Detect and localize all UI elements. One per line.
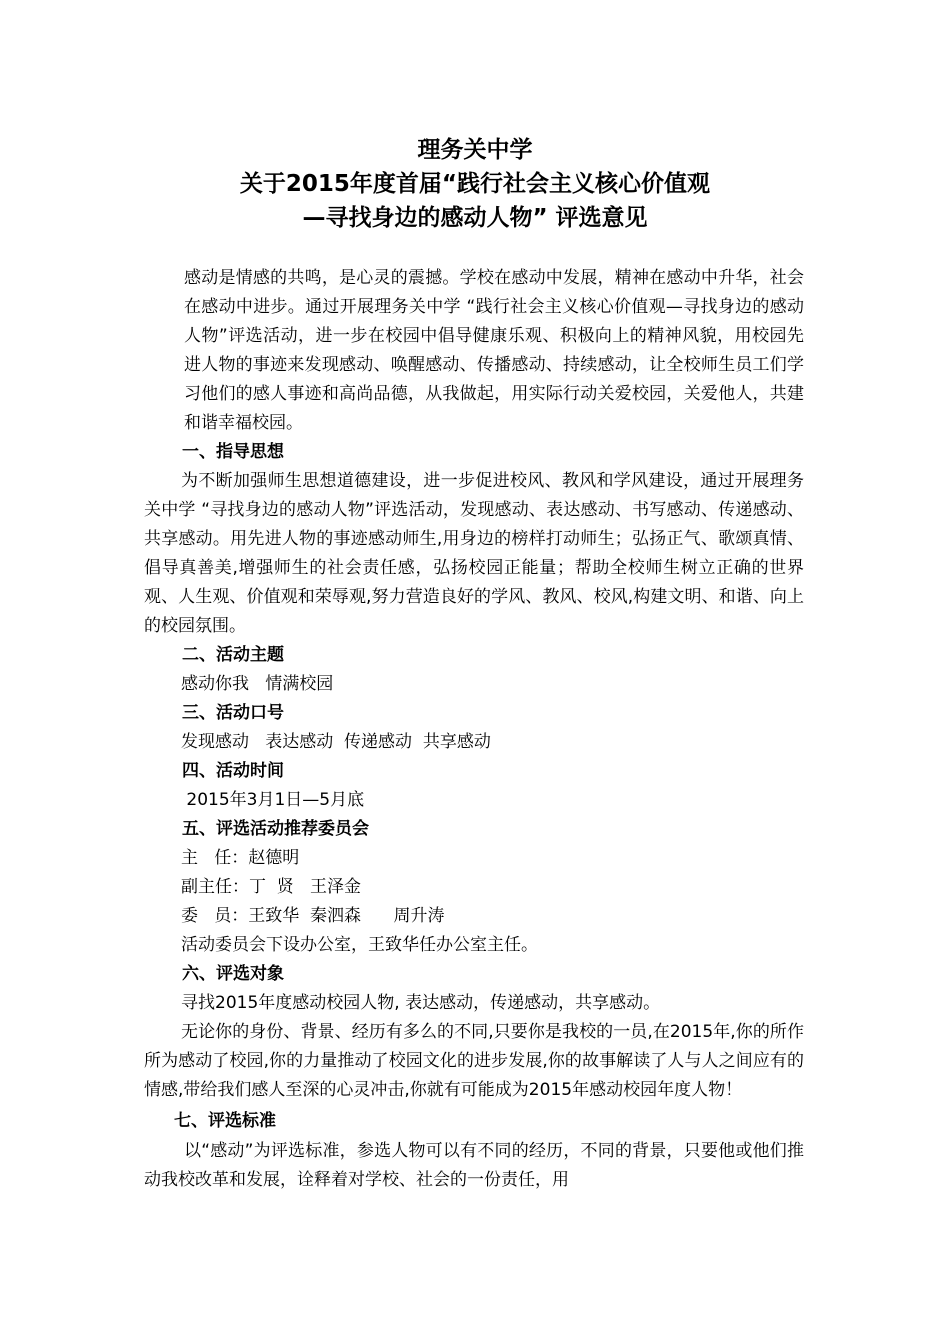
section-6-text-1: 寻找2015年度感动校园人物, 表达感动，传递感动，共享感动。 (181, 993, 661, 1013)
section-3-text: 发现感动 表达感动 传递感动 共享感动 (181, 732, 491, 752)
section-6-heading: 六、评选对象 (182, 964, 284, 984)
title-school-name: 理务关中学 (417, 137, 533, 163)
section-1-heading: 一、指导思想 (182, 442, 284, 462)
title-line-2: 关于2015年度首届“践行社会主义核心价值观 (239, 171, 711, 197)
section-1-paragraph: 为不断加强师生思想道德建设，进一步促进校风、教风和学风建设，通过开展理务关中学 “寻找身边的感动人物”评选活动，发现感动、表达感动、书写感动、传递感动、共享感动。用先进人物的事迹感动师生,用身边的榜样打动师生；弘扬正气、歌颂真情、倡导真善美,增强师生的社会责任感，弘扬校园正能量；帮助全校师生树立正确的世界观、人生观、价值观和荣辱观,努力营造良好的学风、教风、校风,构建文明、和谐、向上的校园氛围。 (144, 471, 804, 636)
committee-chair: 主 任：赵德明 (181, 848, 300, 868)
section-2-heading: 二、活动主题 (182, 645, 284, 665)
section-2-text: 感动你我 情满校园 (181, 674, 334, 694)
section-6-paragraph-2: 无论你的身份、背景、经历有多么的不同,只要你是我校的一员,在2015年,你的所作所为感动了校园,你的力量推动了校园文化的进步发展,你的故事解读了人与人之间应有的情感,带给我们感人至深的心灵冲击,你就有可能成为2015年感动校园年度人物！ (144, 1022, 804, 1100)
section-3-heading: 三、活动口号 (182, 703, 284, 723)
document-body (144, 264, 804, 1195)
section-7-heading: 七、评选标准 (174, 1111, 276, 1131)
section-4-heading: 四、活动时间 (182, 761, 284, 781)
section-7-paragraph: 以“感动”为评选标准，参选人物可以有不同的经历，不同的背景，只要他或他们推动我校改革和发展，诠释着对学校、社会的一份责任，用 (144, 1141, 804, 1190)
section-4-text: 2015年3月1日—5月底 (181, 790, 365, 810)
committee-office: 活动委员会下设办公室，王致华任办公室主任。 (181, 935, 538, 955)
committee-vice-chair: 副主任：丁 贤 王泽金 (181, 877, 362, 897)
section-5-heading: 五、评选活动推荐委员会 (182, 819, 369, 839)
committee-members: 委 员：王致华 秦泗森 周升涛 (181, 906, 445, 926)
intro-paragraph: 感动是情感的共鸣，是心灵的震撼。学校在感动中发展，精神在感动中升华，社会在感动中进步。通过开展理务关中学 “践行社会主义核心价值观—寻找身边的感动人物”评选活动，进一步在校园中倡导健康乐观、积极向上的精神风貌，用校园先进人物的事迹来发现感动、唤醒感动、传播感动、持续感动，让全校师生员工们学习他们的感人事迹和高尚品德，从我做起，用实际行动关爱校园，关爱他人，共建和谐幸福校园。 (184, 268, 804, 433)
title-line-3: —寻找身边的感动人物” 评选意见 (302, 205, 648, 231)
document-title (0, 133, 950, 235)
